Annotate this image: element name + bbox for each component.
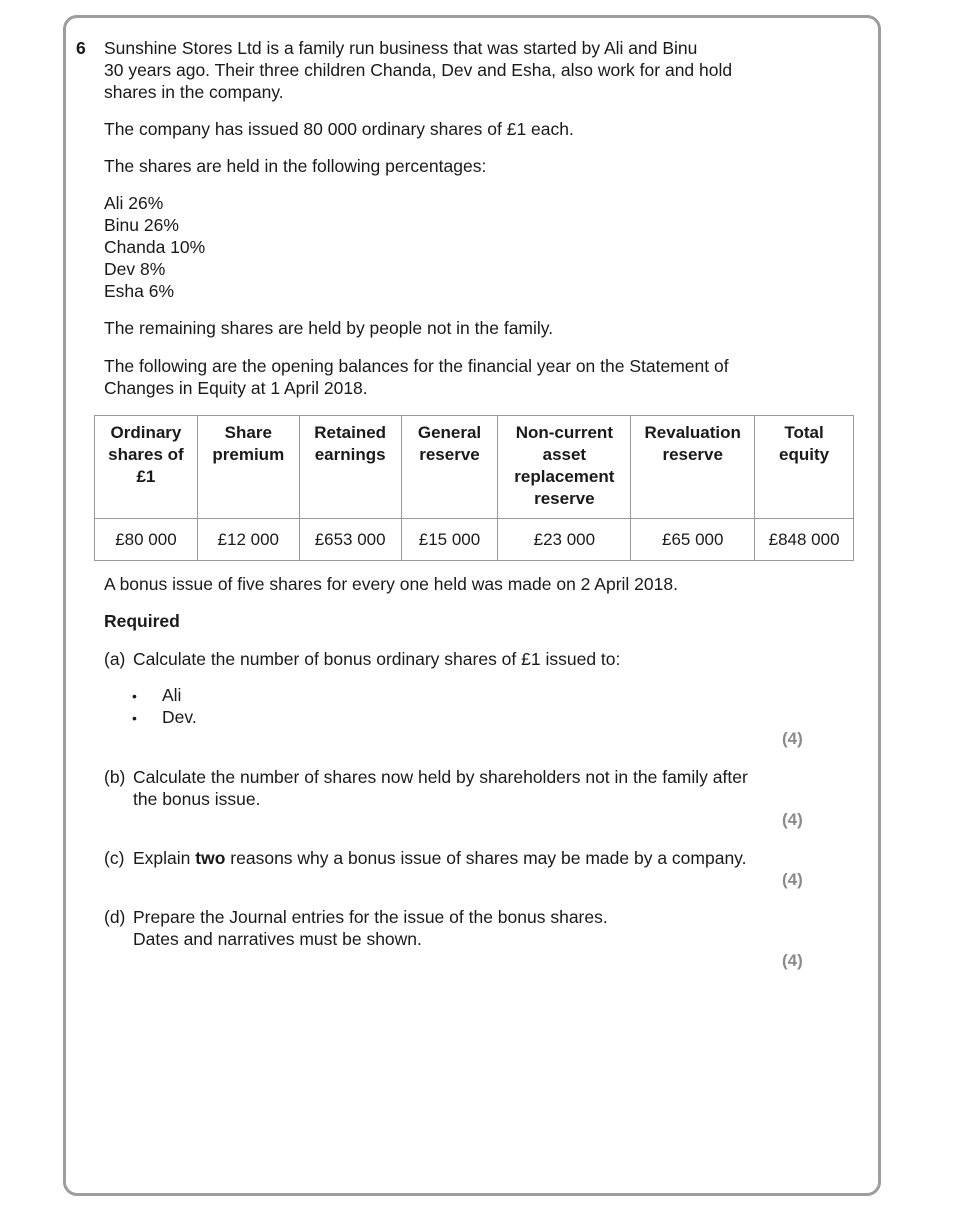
value-share-premium: £12 000: [197, 519, 299, 561]
value-retained-earnings: £653 000: [299, 519, 401, 561]
header-non-current-asset-replacement-reserve: Non-current asset replacement reserve: [498, 416, 631, 519]
part-a-label: (a): [104, 649, 126, 669]
part-d-label: (d): [104, 907, 126, 927]
header-general-reserve: General reserve: [401, 416, 498, 519]
part-a-bullet-dev: Dev.: [162, 707, 197, 727]
holding-dev: Dev 8%: [104, 259, 166, 279]
header-retained-earnings: Retained earnings: [299, 416, 401, 519]
part-b-marks: (4): [782, 810, 803, 829]
part-b-line-1: Calculate the number of shares now held by shareholders not in the family after: [133, 767, 748, 787]
part-c-label: (c): [104, 848, 125, 868]
value-revaluation-reserve: £65 000: [631, 519, 755, 561]
balances-intro-line-2: Changes in Equity at 1 April 2018.: [104, 378, 368, 398]
header-revaluation-reserve: Revaluation reserve: [631, 416, 755, 519]
part-a-bullet-ali: Ali: [162, 685, 182, 705]
header-total-equity: Total equity: [755, 416, 854, 519]
balances-intro-line-1: The following are the opening balances for the financial year on the Statement of: [104, 356, 729, 376]
holding-ali: Ali 26%: [104, 193, 164, 213]
required-heading: Required: [104, 611, 180, 631]
value-total-equity: £848 000: [755, 519, 854, 561]
header-ordinary-shares: Ordinary shares of £1: [95, 416, 198, 519]
intro-line-1: Sunshine Stores Ltd is a family run business that was started by Ali and Binu: [104, 38, 698, 58]
question-number: 6: [76, 38, 86, 58]
remaining-shares-text: The remaining shares are held by people not in the family.: [104, 318, 554, 338]
value-ordinary-shares: £80 000: [95, 519, 198, 561]
value-non-current-asset-replacement-reserve: £23 000: [498, 519, 631, 561]
equity-table-header-row: [95, 416, 854, 519]
part-c-text: Explain two reasons why a bonus issue of shares may be made by a company.: [133, 848, 747, 868]
holding-esha: Esha 6%: [104, 281, 175, 301]
part-b-line-2: the bonus issue.: [133, 789, 261, 809]
part-d-line-2: Dates and narratives must be shown.: [133, 929, 422, 949]
part-b-label: (b): [104, 767, 126, 787]
part-a-marks: (4): [782, 729, 803, 748]
holding-binu: Binu 26%: [104, 215, 179, 235]
part-c-marks: (4): [782, 870, 803, 889]
equity-table: [94, 415, 854, 561]
bonus-issue-text: A bonus issue of five shares for every one held was made on 2 April 2018.: [104, 574, 678, 594]
question-frame: [63, 15, 881, 1196]
bullet-icon: •: [132, 710, 137, 726]
issued-shares-text: The company has issued 80 000 ordinary shares of £1 each.: [104, 119, 574, 139]
value-general-reserve: £15 000: [401, 519, 498, 561]
header-share-premium: Share premium: [197, 416, 299, 519]
holdings-intro: The shares are held in the following percentages:: [104, 156, 487, 176]
part-c-emphasis: two: [195, 848, 226, 868]
holding-chanda: Chanda 10%: [104, 237, 206, 257]
part-d-marks: (4): [782, 951, 803, 970]
part-d-line-1: Prepare the Journal entries for the issue of the bonus shares.: [133, 907, 608, 927]
intro-line-3: shares in the company.: [104, 82, 284, 102]
intro-line-2: 30 years ago. Their three children Chanda, Dev and Esha, also work for and hold: [104, 60, 733, 80]
part-a-text: Calculate the number of bonus ordinary shares of £1 issued to:: [133, 649, 621, 669]
bullet-icon: •: [132, 688, 137, 704]
equity-table-value-row: [95, 519, 854, 561]
